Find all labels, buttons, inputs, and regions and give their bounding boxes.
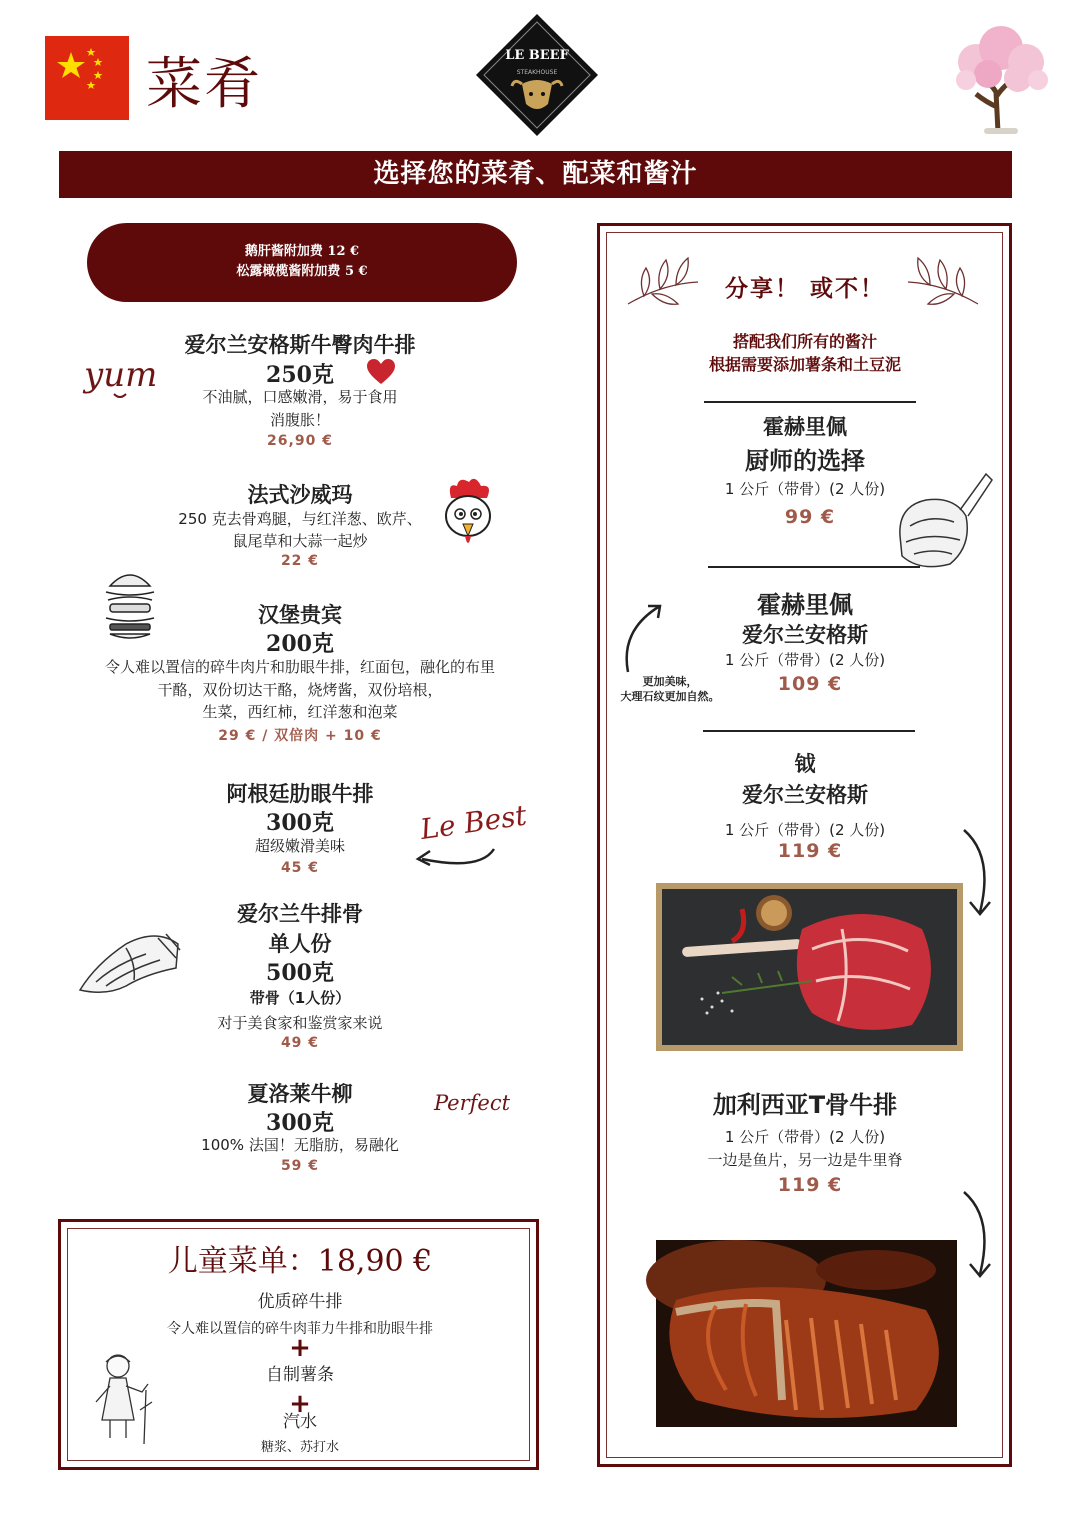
- heart-icon: [366, 358, 396, 386]
- plus-icon: +: [289, 1333, 311, 1363]
- kids-item: 自制薯条: [266, 1365, 334, 1385]
- share-subtitle: 根据需要添加薯条和土豆泥: [708, 355, 901, 374]
- plus-icon: +: [289, 1389, 311, 1419]
- marbling-note-line: 大理石纹更加自然。: [620, 690, 720, 703]
- child-sketch-icon: [88, 1350, 158, 1445]
- menu-item-title: 爱尔兰牛排骨: [237, 902, 363, 926]
- supplement-truffle: 松露橄榄酱附加费 5 €: [236, 264, 368, 279]
- share-item-desc: 一边是鱼片，另一边是牛里脊: [707, 1151, 903, 1169]
- tomahawk-steak-photo: [656, 883, 963, 1051]
- menu-item-price: 29 € / 双倍肉 + 10 €: [218, 728, 382, 744]
- kids-menu-title: 儿童菜单：18,90 €: [167, 1244, 433, 1279]
- menu-item-note: 带骨（1人份）: [249, 989, 351, 1007]
- share-item-title: 霍赫里佩: [757, 591, 853, 619]
- share-item-desc: 1 公斤（带骨）(2 人份): [724, 1128, 886, 1146]
- t-bone-steak-photo: [656, 1240, 957, 1427]
- divider: [708, 566, 920, 568]
- logo-text: LE BEEF: [505, 48, 569, 63]
- rooster-icon: [437, 476, 499, 556]
- share-item-title: 加利西亚T骨牛排: [712, 1091, 898, 1119]
- kids-item: 优质碎牛排: [257, 1292, 343, 1312]
- menu-item-price: 49 €: [280, 1035, 320, 1051]
- curved-arrow-down-icon: [958, 826, 998, 918]
- menu-item-weight: 250克: [266, 362, 334, 388]
- supplement-foie-gras: 鹅肝酱附加费 12 €: [244, 244, 360, 259]
- menu-item-desc: 消腹胀！: [269, 411, 330, 429]
- perfect-lettering: [432, 1082, 511, 1122]
- divider: [703, 730, 915, 732]
- logo-subtitle: STEAKHOUSE: [516, 69, 558, 76]
- beef-rib-sketch-icon: [76, 924, 186, 999]
- burger-sketch-icon: [100, 564, 160, 644]
- kids-item-desc: 糖浆、苏打水: [260, 1440, 339, 1455]
- menu-item-subtitle: 单人份: [268, 932, 332, 956]
- share-item-price: 119 €: [777, 1174, 843, 1196]
- tomahawk-sketch-icon: [890, 466, 996, 574]
- svg-text:Perfect: Perfect: [434, 1091, 511, 1115]
- menu-item-title: 阿根廷肋眼牛排: [226, 782, 374, 806]
- leaf-branch-left-icon: [624, 254, 700, 314]
- menu-item-desc: 令人难以置信的碎牛肉片和肋眼牛排，红面包，融化的布里: [104, 658, 495, 676]
- section-banner: 选择您的菜肴、配菜和酱汁: [59, 151, 1012, 198]
- share-item-desc: 1 公斤（带骨）(2 人份): [724, 651, 886, 669]
- leaf-branch-right-icon: [906, 254, 982, 314]
- kids-item-desc: 令人难以置信的碎牛肉菲力牛排和肋眼牛排: [167, 1321, 433, 1337]
- menu-item-weight: 300克: [266, 1110, 334, 1136]
- cherry-blossom-tree-icon: [946, 22, 1056, 137]
- menu-item-price: 26,90 €: [267, 433, 333, 449]
- menu-item-desc: 不油腻，口感嫩滑，易于食用: [202, 388, 398, 406]
- svg-text:Le Best: Le Best: [418, 798, 529, 847]
- share-item-title: 钺: [794, 752, 816, 776]
- share-item-subtitle: 厨师的选择: [745, 447, 865, 475]
- menu-item-desc: 鼠尾草和大蒜一起炒: [232, 532, 368, 550]
- share-item-price: 119 €: [777, 840, 843, 862]
- share-item-title: 霍赫里佩: [763, 415, 847, 439]
- china-flag-icon: [45, 36, 129, 120]
- menu-item-desc: 对于美食家和鉴赏家来说: [217, 1014, 383, 1032]
- kids-item: 汽水: [283, 1412, 317, 1432]
- le-best-lettering: [410, 793, 529, 878]
- menu-item-price: 22 €: [280, 553, 320, 569]
- divider: [704, 401, 916, 403]
- share-item-subtitle: 爱尔兰安格斯: [742, 783, 868, 807]
- menu-item-desc: 250 克去骨鸡腿，与红洋葱、欧芹、: [178, 510, 422, 528]
- yum-lettering: [80, 350, 160, 410]
- share-subtitle: 搭配我们所有的酱汁: [732, 332, 877, 351]
- marbling-note: [600, 674, 740, 704]
- share-item-subtitle: 爱尔兰安格斯: [742, 623, 868, 647]
- menu-item-title: 爱尔兰安格斯牛臀肉牛排: [184, 333, 416, 357]
- menu-item-desc: 超级嫩滑美味: [254, 837, 345, 855]
- menu-item-desc: 生菜，西红柿，红洋葱和泡菜: [202, 703, 398, 721]
- menu-item-title: 汉堡贵宾: [258, 603, 342, 627]
- menu-item-title: 夏洛莱牛柳: [247, 1082, 353, 1106]
- menu-item-weight: 500克: [266, 960, 334, 986]
- curved-arrow-down-icon: [958, 1188, 998, 1280]
- share-item-desc: 1 公斤（带骨）(2 人份): [724, 480, 886, 498]
- supplements-pill: [87, 223, 517, 302]
- share-item-desc: 1 公斤（带骨）(2 人份): [724, 821, 886, 839]
- menu-item-desc: 干酪，双份切达干酪，烧烤酱，双份培根，: [157, 681, 443, 699]
- menu-item-price: 59 €: [280, 1158, 320, 1174]
- menu-item-price: 45 €: [280, 860, 320, 876]
- curved-arrow-up-icon: [620, 600, 670, 676]
- page-title: 菜肴: [146, 52, 262, 117]
- menu-item-weight: 300克: [266, 810, 334, 836]
- share-title: 分享！ 或不！: [724, 276, 885, 302]
- le-beef-logo: [474, 12, 600, 138]
- menu-item-desc: 100% 法国！无脂肪，易融化: [201, 1136, 399, 1154]
- svg-text:yum: yum: [84, 355, 158, 395]
- share-item-price: 109 €: [777, 673, 843, 695]
- menu-item-weight: 200克: [266, 631, 334, 657]
- share-item-price: 99 €: [784, 506, 836, 528]
- menu-item-title: 法式沙威玛: [247, 483, 353, 507]
- marbling-note-line: 更加美味，: [642, 675, 698, 688]
